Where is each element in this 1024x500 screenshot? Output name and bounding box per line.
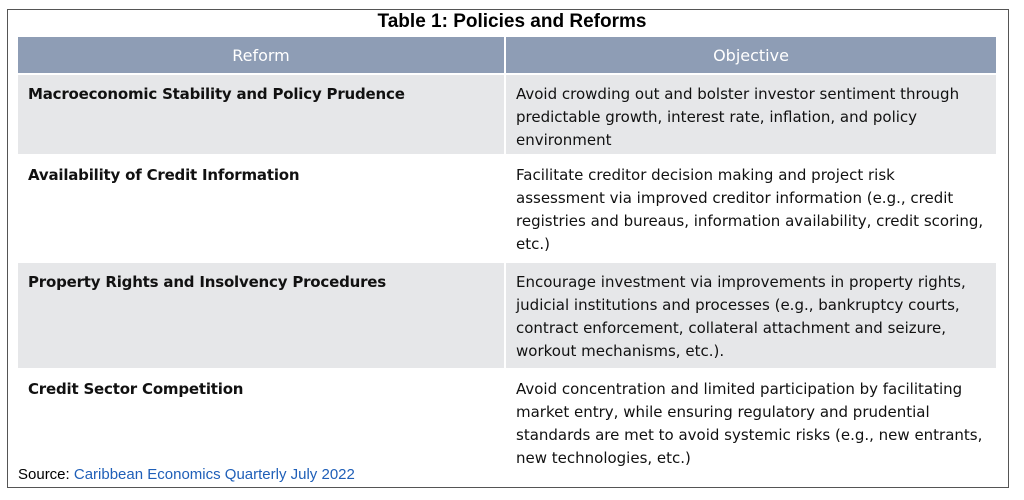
- objective-cell: Avoid concentration and limited participation by facilitating market entry, while ensuring regulatory and prudential standards are met to avoid systemic risks (e.g., new entrants, new technologies, etc.): [506, 368, 996, 472]
- reform-cell: Credit Sector Competition: [18, 368, 506, 472]
- table-row: [18, 73, 996, 154]
- table-header-row: [18, 37, 996, 73]
- source-link[interactable]: Caribbean Economics Quarterly July 2022: [73, 466, 355, 483]
- table-row: [18, 368, 996, 472]
- reform-cell: Availability of Credit Information: [18, 154, 506, 261]
- objective-cell: Encourage investment via improvements in property rights, judicial institutions and processes (e.g., bankruptcy courts, contract enforcement, collateral attachment and seizure, workout mechanisms, etc.).: [506, 261, 996, 368]
- table-title: Table 1: Policies and Reforms: [377, 11, 647, 32]
- reform-cell: Macroeconomic Stability and Policy Prudence: [18, 73, 506, 154]
- column-header-objective: Objective: [506, 37, 996, 73]
- table-row: [18, 261, 996, 368]
- policies-table: [18, 37, 996, 472]
- reform-cell: Property Rights and Insolvency Procedures: [18, 261, 506, 368]
- source-note: [18, 466, 355, 484]
- column-header-reform: Reform: [18, 37, 506, 73]
- source-label: Source:: [18, 466, 74, 483]
- objective-cell: Avoid crowding out and bolster investor sentiment through predictable growth, interest rate, inflation, and policy environment: [506, 73, 996, 154]
- table-row: [18, 154, 996, 261]
- objective-cell: Facilitate creditor decision making and project risk assessment via improved creditor information (e.g., credit registries and bureaus, information availability, credit scoring, etc.): [506, 154, 996, 261]
